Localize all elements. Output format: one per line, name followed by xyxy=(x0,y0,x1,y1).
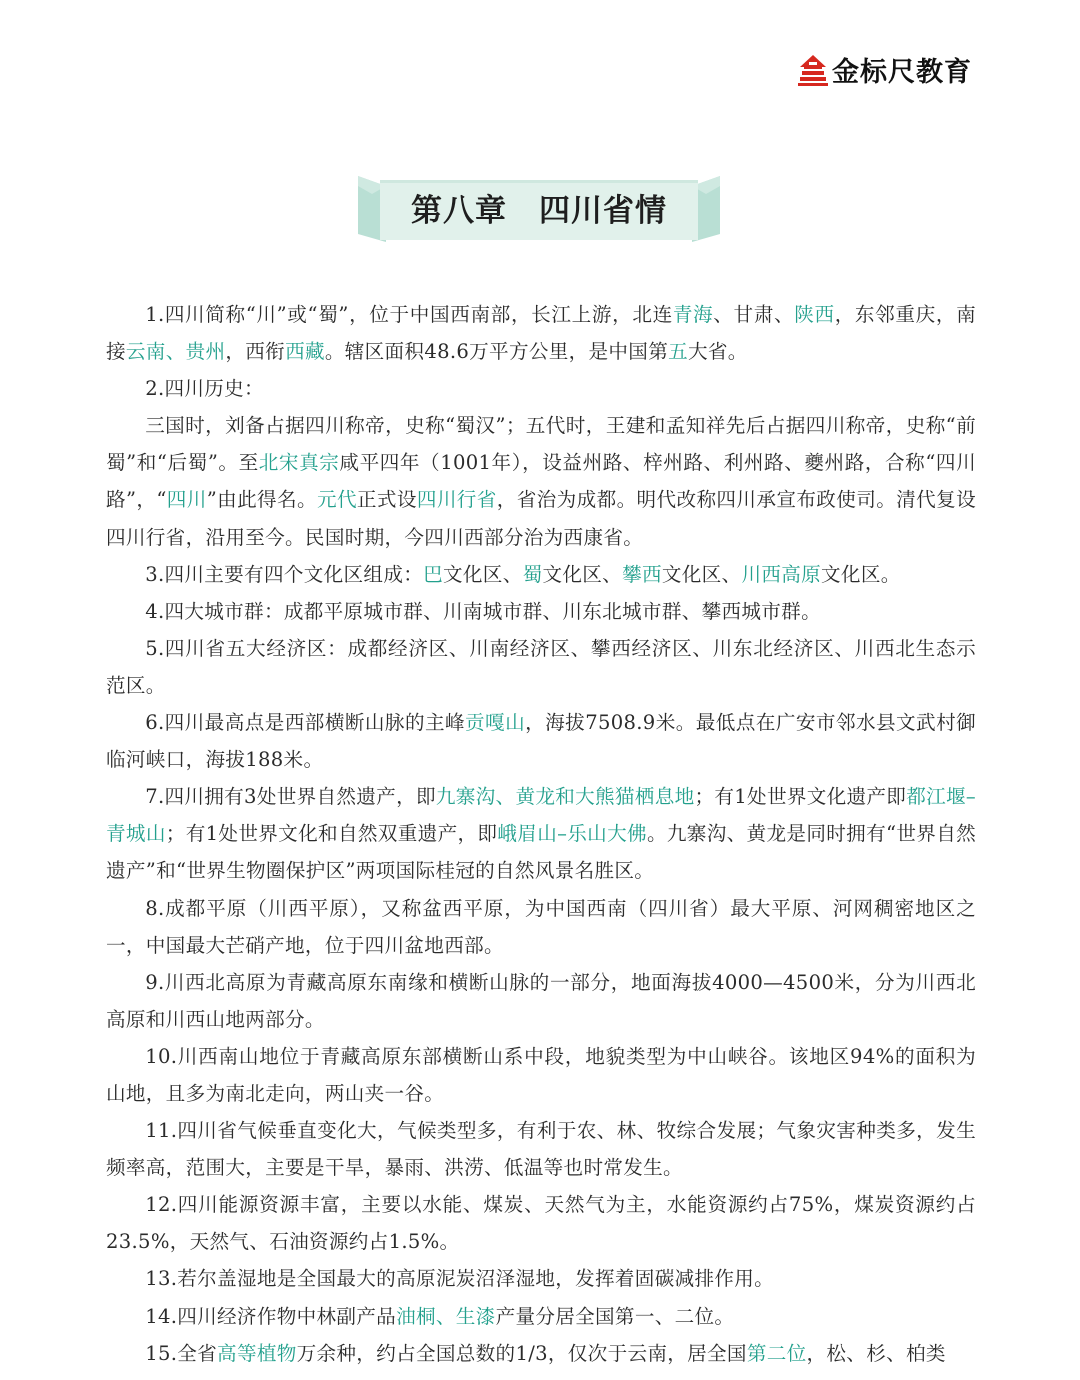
text-segment: ”由此得名。 xyxy=(206,488,317,512)
highlighted-term: 第二位 xyxy=(746,1341,807,1365)
text-segment: 。九寨沟、黄龙是同时拥有“世界自然遗产”和“世界生物圈保护区”两项国际桂冠的自然风景名胜区。 xyxy=(106,822,977,883)
text-segment: 文化区、 xyxy=(661,562,742,586)
highlighted-term: 川西高原 xyxy=(741,562,822,586)
paragraph xyxy=(106,964,976,1038)
highlighted-term: 高等植物 xyxy=(217,1341,297,1365)
text-segment: 产量分居全国第一、二位。 xyxy=(495,1304,735,1328)
text-segment: 。辖区面积48.6万平方公里，是中国第 xyxy=(324,340,669,364)
text-segment: 6.四川最高点是西部横断山脉的主峰 xyxy=(145,711,466,735)
highlighted-term: 四川 xyxy=(166,488,207,512)
highlighted-term: 九寨沟、黄龙和大熊猫栖息地 xyxy=(435,785,695,809)
paragraph xyxy=(106,630,976,704)
text-segment: 5.四川省五大经济区：成都经济区、川南经济区、攀西经济区、川东北经济区、川西北生态示范区。 xyxy=(106,636,976,697)
text-segment: 15.全省 xyxy=(145,1341,218,1365)
text-segment: 14.四川经济作物中林副产品 xyxy=(145,1304,397,1328)
text-segment: ，海拔7508.9米。最低点在广安市邻水县文武村御临河峡口，海拔188米。 xyxy=(106,711,977,772)
highlighted-term: 云南、贵州 xyxy=(125,340,226,364)
brand-name: 金标尺教育 xyxy=(832,57,972,88)
text-segment: 1.四川简称“川”或“蜀”，位于中国西南部，长江上游，北连 xyxy=(145,303,673,326)
text-segment: 三国时，刘备占据四川称帝，史称“蜀汉”；五代时，王建和孟知祥先后占据四川称帝，史称“前蜀”和“后蜀”。至 xyxy=(106,414,976,475)
paragraph xyxy=(106,778,976,889)
highlighted-term: 油桐、生漆 xyxy=(396,1304,496,1328)
text-segment: 文化区。 xyxy=(821,562,901,586)
text-segment: ；有1处世界文化和自然双重遗产，即 xyxy=(165,822,498,846)
text-segment: ，东邻重庆，南接 xyxy=(106,303,976,364)
paragraph xyxy=(106,1112,976,1186)
document-body xyxy=(106,296,976,1372)
highlighted-term: 青海 xyxy=(672,303,714,326)
highlighted-term: 北宋真宗 xyxy=(258,451,340,475)
pagoda-logo-icon xyxy=(798,53,828,87)
text-segment: ；有1处世界文化遗产即 xyxy=(694,785,907,809)
text-segment: 3.四川主要有四个文化区组成： xyxy=(145,562,424,586)
highlighted-term: 峨眉山–乐山大佛 xyxy=(497,822,647,846)
text-segment: ，省治为成都。明代改称四川承宣布政使司。清代复设四川行省，沿用至今。民国时期，今四川西部分治为西康省。 xyxy=(106,488,976,549)
chapter-title: 第八章 四川省情 xyxy=(411,192,667,229)
text-segment: 正式设 xyxy=(356,488,417,512)
text-segment: 大省。 xyxy=(688,340,748,364)
paragraph xyxy=(106,1298,976,1335)
text-segment: ，松、杉、柏类 xyxy=(806,1341,946,1365)
paragraph xyxy=(106,556,976,593)
paragraph xyxy=(106,1260,976,1297)
text-segment: 8.成都平原（川西平原），又称盆西平原，为中国西南（四川省）最大平原、河网稠密地区之一，中国最大芒硝产地，位于四川盆地西部。 xyxy=(106,896,976,957)
paragraph xyxy=(106,1335,976,1372)
paragraph xyxy=(106,1038,976,1112)
text-segment: 文化区、 xyxy=(542,562,623,586)
paragraph xyxy=(106,1186,976,1260)
text-segment: 10.川西南山地位于青藏高原东部横断山系中段，地貌类型为中山峡谷。该地区94%的面积为山地，且多为南北走向，两山夹一谷。 xyxy=(106,1044,976,1105)
highlighted-term: 蜀 xyxy=(522,562,543,586)
highlighted-term: 都江堰–青城山 xyxy=(106,785,976,846)
text-segment: 12.四川能源资源丰富，主要以水能、煤炭、天然气为主，水能资源约占75%，煤炭资源约占23.5%，天然气、石油资源约占1.5%。 xyxy=(106,1193,976,1254)
highlighted-term: 贡嘎山 xyxy=(465,711,526,735)
text-segment: 咸平四年（1001年），设益州路、梓州路、利州路、夔州路，合称“四川路”，“ xyxy=(106,451,976,512)
highlighted-term: 五 xyxy=(668,340,688,364)
highlighted-term: 攀西 xyxy=(622,562,662,586)
text-segment: 13.若尔盖湿地是全国最大的高原泥炭沼泽湿地，发挥着固碳减排作用。 xyxy=(145,1267,775,1291)
paragraph xyxy=(106,890,976,964)
text-segment: 万余种，约占全国总数的1/3，仅次于云南，居全国 xyxy=(296,1341,747,1365)
highlighted-term: 陕西 xyxy=(794,303,835,326)
text-segment: 、甘肃、 xyxy=(713,303,795,326)
text-segment: 7.四川拥有3处世界自然遗产，即 xyxy=(145,785,436,809)
brand-logo xyxy=(798,50,972,89)
text-segment: 11.四川省气候垂直变化大，气候类型多，有利于农、林、牧综合发展；气象灾害种类多，发生频率高，范围大，主要是干旱，暴雨、洪涝、低温等也时常发生。 xyxy=(106,1119,976,1180)
text-segment: 9.川西北高原为青藏高原东南缘和横断山脉的一部分，地面海拔4000—4500米，分为川西北高原和川西山地两部分。 xyxy=(106,970,976,1031)
text-segment: 文化区、 xyxy=(443,562,523,586)
paragraph xyxy=(106,296,976,370)
text-segment: ，西衔 xyxy=(225,340,286,364)
highlighted-term: 元代 xyxy=(316,488,357,512)
paragraph xyxy=(106,704,976,778)
text-segment: 4.四大城市群：成都平原城市群、川南城市群、川东北城市群、攀西城市群。 xyxy=(145,599,821,623)
paragraph xyxy=(106,593,976,630)
chapter-title-banner xyxy=(358,172,720,242)
text-segment: 2.四川历史： xyxy=(145,377,264,401)
paragraph xyxy=(106,370,976,407)
highlighted-term: 西藏 xyxy=(285,340,325,364)
paragraph xyxy=(106,407,976,555)
highlighted-term: 四川行省 xyxy=(416,488,497,512)
highlighted-term: 巴 xyxy=(423,562,444,586)
